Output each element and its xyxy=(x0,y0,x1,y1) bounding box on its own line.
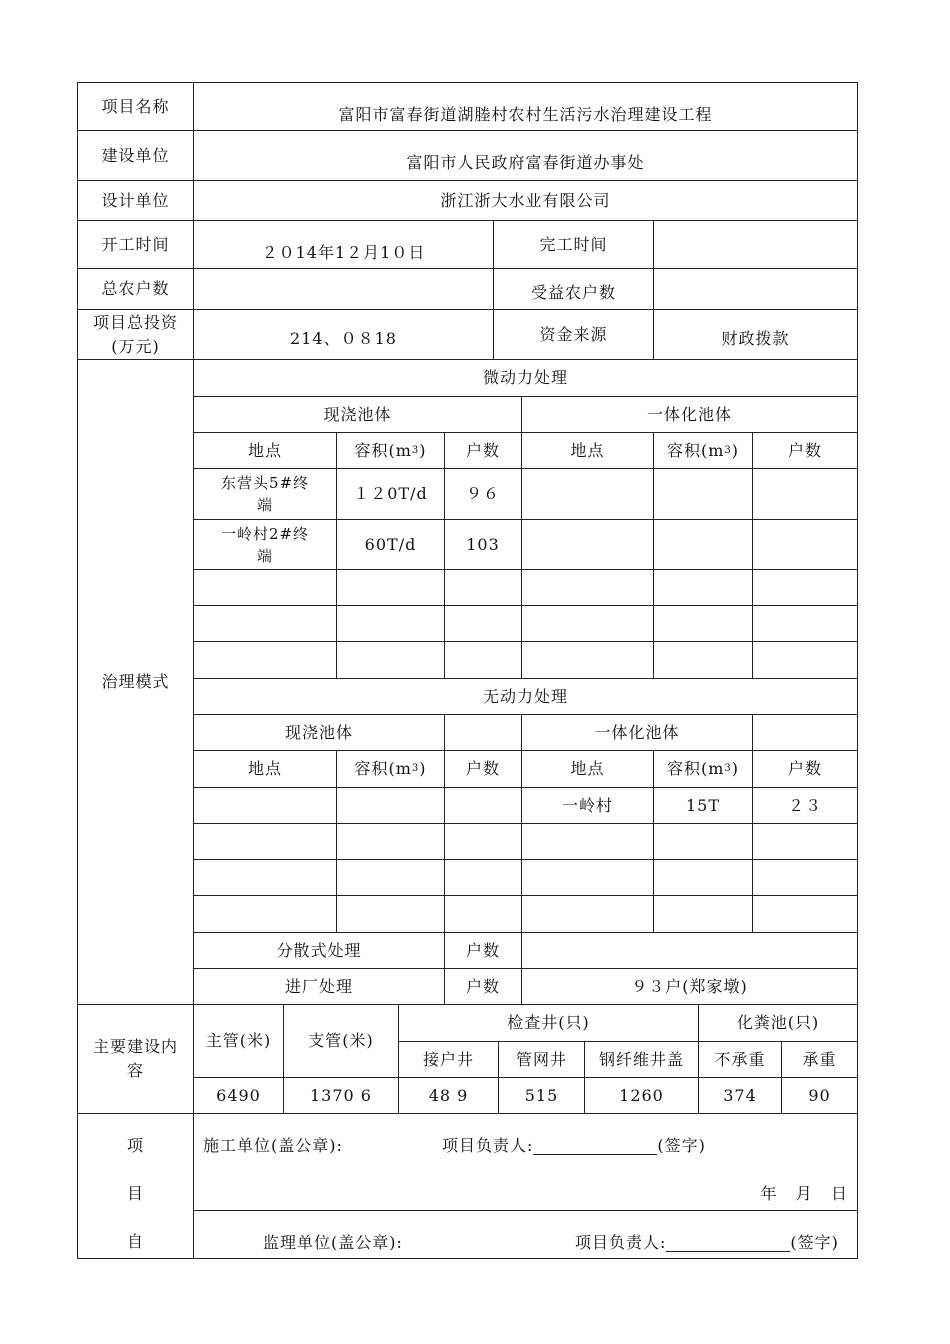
side-char-3: 自 xyxy=(126,1232,144,1251)
micro-title: 微动力处理 xyxy=(482,368,568,387)
contractor-label: 施工单位(盖公章): xyxy=(203,1136,343,1155)
start-time-label: 开工时间 xyxy=(101,234,170,254)
nonpower-row-1-i-location: 一岭村 xyxy=(561,795,613,815)
beneficiary-label: 受益农户数 xyxy=(530,283,616,302)
micro-row-1-i-location xyxy=(522,469,653,519)
micro-header-i-households: 户数 xyxy=(787,440,822,460)
nonpower-header-i-location: 地点 xyxy=(570,759,605,778)
scattered-label: 分散式处理 xyxy=(276,940,362,960)
micro-header-i-capacity: 容积(m 3 ) xyxy=(666,440,740,460)
designer-value: 浙江浙大水业有限公司 xyxy=(440,190,611,210)
non-load-value: 374 xyxy=(723,1085,757,1105)
investment-value: 214、０８18 xyxy=(290,328,397,348)
nonpower-row-1-i-capacity: 15T xyxy=(685,795,721,815)
project-name-value: 富阳市富春街道湖塍村农村生活污水治理建设工程 xyxy=(338,105,713,124)
nonpower-row-1-capacity xyxy=(337,788,444,823)
nonpower-header-households: 户数 xyxy=(465,759,500,778)
micro-row-1-i-capacity xyxy=(654,469,752,519)
nonpower-row-1-location xyxy=(194,788,336,823)
side-char-2: 目 xyxy=(126,1184,144,1203)
fiber-cover-header: 钢纤维井盖 xyxy=(598,1049,684,1069)
investment-label: 项目总投资 (万元) xyxy=(92,312,178,356)
designer-label: 设计单位 xyxy=(101,190,170,210)
scattered-value xyxy=(522,933,857,968)
nonpower-cast-label: 现浇池体 xyxy=(284,722,353,742)
households-label: 总农户数 xyxy=(101,279,170,298)
end-time-label: 完工时间 xyxy=(539,234,608,254)
household-well-value: 48 9 xyxy=(428,1085,469,1105)
micro-header-location: 地点 xyxy=(247,440,282,460)
funding-value: 财政拨款 xyxy=(721,328,790,348)
construction-label: 主要建设内 容 xyxy=(92,1037,178,1080)
micro-row-2-capacity: 60T/d xyxy=(364,534,417,554)
contractor-manager xyxy=(442,1130,742,1162)
main-pipe-header: 主管(米) xyxy=(205,1031,272,1050)
micro-header-i-location: 地点 xyxy=(570,440,605,460)
micro-row-2-location: 一岭村2#终 端 xyxy=(220,524,310,565)
date-label: 年 月 日 xyxy=(760,1184,848,1203)
micro-header-households: 户数 xyxy=(465,440,500,460)
nonpower-header-i-households: 户数 xyxy=(787,759,822,778)
fiber-cover-value: 1260 xyxy=(619,1085,664,1105)
micro-row-2-i-households xyxy=(753,520,857,569)
contractor-manager-label: 项目负责人: xyxy=(442,1136,534,1155)
micro-row-1-location: 东营头5#终 端 xyxy=(220,474,310,514)
plant-value: ９３户(郑家墩) xyxy=(631,976,748,996)
load-header: 承重 xyxy=(802,1049,837,1069)
network-well-value: 515 xyxy=(524,1085,559,1105)
network-well-header: 管网井 xyxy=(515,1049,567,1069)
side-char-1: 项 xyxy=(126,1136,144,1155)
nonpower-row-1-i-households: ２３ xyxy=(787,795,822,815)
nonpower-header-i-capacity: 容积(m 3 ) xyxy=(666,759,740,778)
end-time-value xyxy=(654,221,857,268)
mode-label: 治理模式 xyxy=(101,672,170,691)
nonpower-title: 无动力处理 xyxy=(482,686,568,706)
micro-row-1-households: ９６ xyxy=(465,484,500,503)
septic-tank-header: 化粪池(只) xyxy=(736,1013,820,1032)
supervisor-sign-label: (签字) xyxy=(790,1233,839,1252)
household-well-header: 接户井 xyxy=(422,1049,474,1069)
micro-integrated-label: 一体化池体 xyxy=(646,404,732,424)
branch-pipe-value: 1370 6 xyxy=(310,1085,372,1105)
nonpower-header-location: 地点 xyxy=(247,759,282,778)
builder-label: 建设单位 xyxy=(101,145,170,165)
households-value xyxy=(194,269,493,309)
scattered-households-label: 户数 xyxy=(465,940,500,960)
builder-value: 富阳市人民政府富春街道办事处 xyxy=(406,153,645,172)
project-name-label: 项目名称 xyxy=(101,96,170,116)
inspection-well-header: 检查井(只) xyxy=(507,1013,590,1032)
supervisor-manager xyxy=(575,1227,857,1259)
plant-households-label: 户数 xyxy=(465,976,500,996)
micro-cast-label: 现浇池体 xyxy=(323,404,392,424)
contractor-sign-label: (签字) xyxy=(657,1136,706,1155)
funding-label: 资金来源 xyxy=(539,324,608,344)
start-time-value: ２０14年1２月1０日 xyxy=(261,242,426,262)
nonpower-row-1-households xyxy=(445,788,521,823)
plant-label: 进厂处理 xyxy=(284,976,353,996)
load-value: 90 xyxy=(808,1085,831,1105)
branch-pipe-header: 支管(米) xyxy=(308,1031,374,1050)
micro-row-2-households: 103 xyxy=(466,534,500,554)
nonpower-integrated-label: 一体化池体 xyxy=(594,722,680,742)
micro-header-capacity: 容积(m 3 ) xyxy=(354,440,427,460)
micro-row-2-i-capacity xyxy=(654,520,752,569)
micro-row-1-capacity: １２0T/d xyxy=(353,484,428,503)
contractor-signature-line[interactable] xyxy=(533,1138,657,1155)
non-load-header: 不承重 xyxy=(714,1049,766,1069)
supervisor-manager-label: 项目负责人: xyxy=(575,1233,667,1252)
micro-row-2-i-location xyxy=(522,520,653,569)
beneficiary-value xyxy=(654,269,857,309)
micro-row-1-i-households xyxy=(753,469,857,519)
supervisor-label: 监理单位(盖公章): xyxy=(263,1233,403,1252)
main-pipe-value: 6490 xyxy=(216,1085,261,1105)
nonpower-header-capacity: 容积(m 3 ) xyxy=(354,759,427,778)
supervisor-signature-line[interactable] xyxy=(666,1235,790,1252)
